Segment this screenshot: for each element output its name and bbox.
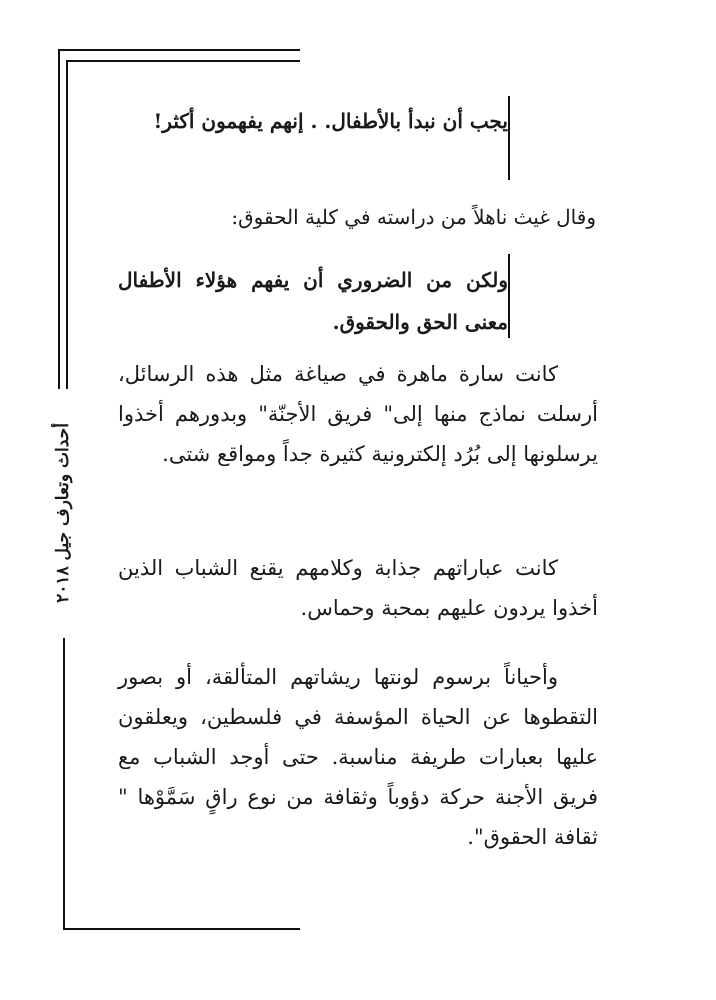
paragraph: كانت عباراتهم جذابة وكلامهم يقنع الشباب الذين أخذوا يردون عليهم بمحبة وحماس. (118, 556, 598, 620)
frame-bottom-line (63, 928, 300, 930)
running-head-text: أحداث وتعارف جيل ٢٠١٨ (53, 423, 73, 603)
quote-bar (508, 254, 510, 338)
frame-left-line-inner-top (66, 60, 68, 389)
quote-block: ولكن من الضروري أن يفهم هؤلاء الأطفال معنى الحق والحقوق. (118, 268, 508, 334)
frame-top-line-outer (58, 49, 300, 51)
intro-line: وقال غيث ناهلاً من دراسته في كلية الحقوق: (231, 205, 596, 229)
running-head (52, 398, 74, 628)
quote-block: يجب أن نبدأ بالأطفال. . إنهم يفهمون أكثر! (153, 109, 508, 133)
paragraph: كانت سارة ماهرة في صياغة مثل هذه الرسائل، أرسلت نماذج منها إلى" فريق الأجنّة" وبدورهم أخذوا يرسلونها إلى بُرُد إلكترونية كثيرة جداً ومواقع شتى. (118, 362, 598, 466)
frame-top-line-inner (66, 60, 300, 62)
quote-bar (508, 96, 510, 180)
paragraph: وأحياناً برسوم لونتها ريشاتهم المتألقة، أو بصور التقطوها عن الحياة المؤسفة في فلسطين، ويعلقون عليها بعبارات طريفة مناسبة. حتى أوجد الشباب مع فريق الأجنة حركة دؤوباً وثقافة من نوع راقٍ سَمَّوْها " ثقافة الحقوق". (118, 665, 598, 849)
frame-left-line-outer-top (58, 49, 60, 389)
frame-left-line-bottom (63, 638, 65, 930)
